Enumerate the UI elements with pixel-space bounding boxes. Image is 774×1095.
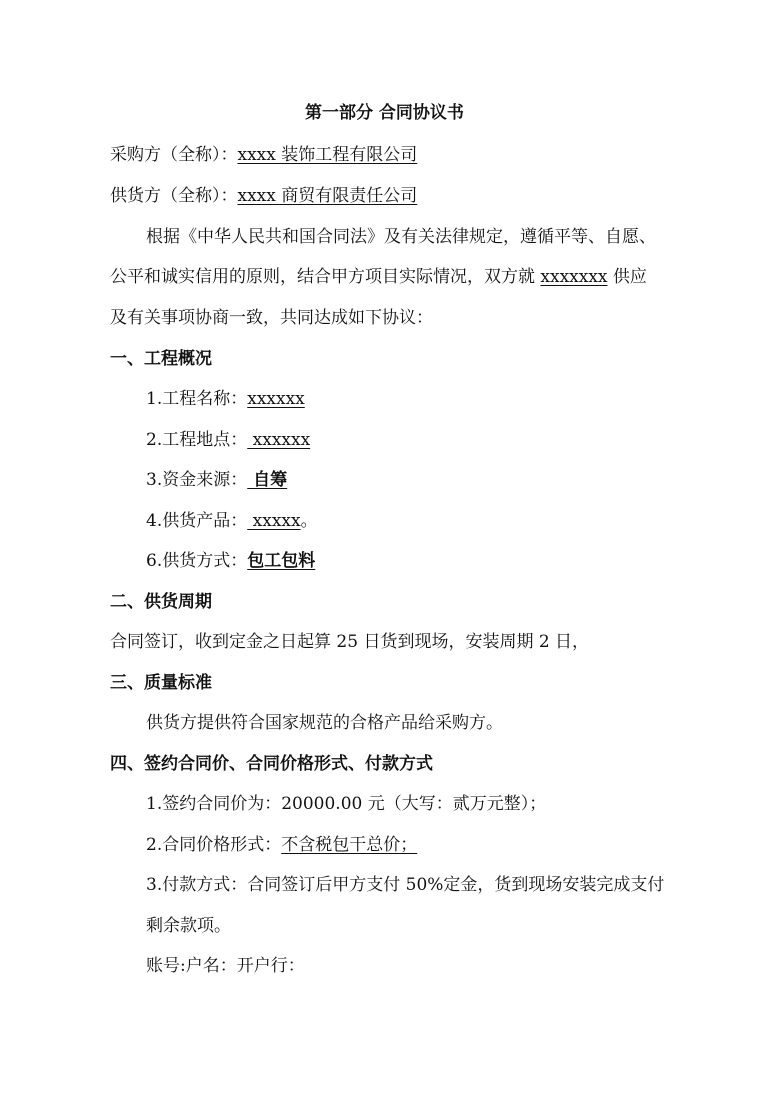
intro-line-1: 根据《中华人民共和国合同法》及有关法律规定，遵循平等、自愿、 (146, 227, 656, 247)
intro-line-2 (110, 265, 647, 289)
section-heading-2: 二、供货周期 (110, 592, 212, 612)
item-post: 。 (300, 511, 318, 531)
intro-line-2-post: 供应 (607, 267, 647, 287)
payment-line-2: 剩余款项。 (146, 916, 231, 936)
item-funding-source (146, 468, 287, 492)
section-heading-1: 一、工程概况 (110, 349, 212, 369)
item-value: xxxxx (247, 511, 301, 531)
item-value: xxxxxx (247, 389, 305, 409)
item-supply-method (146, 549, 315, 573)
item-supply-product (146, 509, 318, 533)
item-label: 6.供货方式： (146, 551, 248, 571)
buyer-value: xxxx 装饰工程有限公司 (237, 145, 418, 165)
section-heading-3: 三、质量标准 (110, 673, 212, 693)
item-project-location (146, 428, 310, 452)
item-label: 2.工程地点： (146, 430, 248, 450)
item-value: xxxxxx (247, 430, 311, 450)
buyer-label: 采购方（全称）： (110, 145, 238, 165)
item-label: 1.工程名称： (146, 389, 248, 409)
account-info: 账号:户名：开户行： (146, 956, 305, 976)
price-form (146, 833, 417, 857)
item-project-name (146, 387, 305, 411)
price-form-label: 2.合同价格形式： (146, 835, 282, 855)
price-form-value: 不含税包干总价； (281, 835, 418, 855)
supplier-value: xxxx 商贸有限责任公司 (237, 186, 418, 206)
item-label: 4.供货产品： (146, 511, 248, 531)
intro-line-2-pre: 公平和诚实信用的原则，结合甲方项目实际情况，双方就 (110, 267, 541, 287)
supplier-label: 供货方（全称）： (110, 186, 238, 206)
intro-line-3: 及有关事项协商一致，共同达成如下协议： (110, 308, 433, 328)
supply-period-text: 合同签订，收到定金之日起算 25 日货到现场，安装周期 2 日， (110, 632, 590, 652)
section-heading-4: 四、签约合同价、合同价格形式、付款方式 (110, 754, 433, 774)
quality-standard-text: 供货方提供符合国家规范的合格产品给采购方。 (146, 713, 503, 733)
supplier-line (110, 184, 417, 208)
item-label: 3.资金来源： (146, 470, 248, 490)
contract-price: 1.签约合同价为：20000.00 元（大写：贰万元整）； (146, 794, 547, 814)
intro-blank-fill: xxxxxxx (540, 267, 608, 287)
page-title: 第一部分 合同协议书 (305, 103, 464, 123)
item-value: 包工包料 (247, 551, 316, 571)
payment-line-1: 3.付款方式：合同签订后甲方支付 50%定金，货到现场安装完成支付 (146, 875, 665, 895)
buyer-line (110, 143, 417, 167)
item-value: 自筹 (247, 470, 288, 490)
